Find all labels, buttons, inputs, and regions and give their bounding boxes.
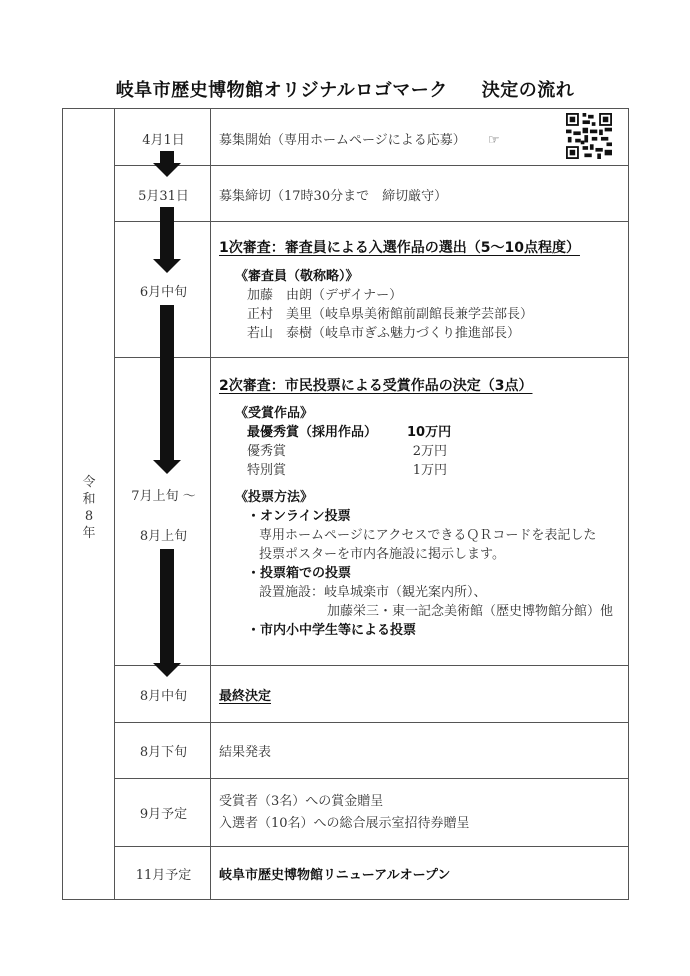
judges-heading: 《審査員（敬称略）》	[235, 269, 359, 284]
year-label	[63, 474, 115, 542]
voting-online-title: ・オンライン投票	[247, 509, 351, 524]
award-presentation	[219, 791, 620, 835]
divider	[115, 722, 628, 723]
voting-box-title: ・投票箱での投票	[247, 566, 352, 581]
year-char: 8	[84, 509, 94, 524]
date-aug-late: 8月下旬	[139, 745, 188, 760]
divider	[115, 221, 628, 222]
first-screening	[219, 239, 620, 343]
pointing-hand-icon: ☞	[487, 133, 500, 148]
voting-heading: 《投票方法》	[235, 490, 314, 505]
date-sept: 9月予定	[139, 807, 188, 822]
divider	[115, 846, 628, 847]
prize-label: 優秀賞	[247, 444, 287, 459]
voting-box-desc: 加藤栄三・東一記念美術館（歴史博物館分館）他	[327, 604, 614, 619]
year-char: 令	[82, 475, 96, 490]
reopening-text: 岐阜市歴史博物館リニューアルオープン	[219, 868, 451, 883]
judge-item: 加藤 由朗（デザイナー）	[247, 288, 403, 303]
date-july-early: 7月上旬 ～	[131, 489, 196, 504]
date-june-mid: 6月中旬	[139, 285, 188, 300]
prize-row	[219, 442, 620, 461]
date-aug-early: 8月上旬	[139, 529, 188, 544]
divider	[115, 665, 628, 666]
voting-school-title: ・市内小中学生等による投票	[247, 623, 417, 638]
date-may31: 5月31日	[138, 189, 189, 204]
prize-amount: 1万円	[412, 463, 447, 478]
voting-online-desc: 専用ホームページにアクセスできるＱＲコードを表記した	[259, 528, 597, 543]
prizes-heading: 《受賞作品》	[235, 406, 314, 421]
title-sub: 決定の流れ	[481, 80, 575, 101]
divider	[210, 109, 211, 899]
divider	[115, 357, 628, 358]
arrow-down-icon	[160, 549, 174, 663]
prize-amount: 2万円	[412, 444, 447, 459]
prize-label: 最優秀賞（採用作品）	[247, 425, 378, 440]
recruit-start-text: 募集開始（専用ホームページによる応募）	[219, 133, 466, 148]
voting-online-desc: 投票ポスターを市内各施設に掲示します。	[259, 547, 505, 562]
schedule-table	[62, 108, 629, 900]
date-apr1: 4月1日	[142, 133, 185, 148]
arrow-down-icon	[160, 207, 174, 259]
judge-item: 正村 美里（岐阜県美術館前副館長兼学芸部長）	[247, 307, 534, 322]
qr-code-icon[interactable]	[566, 113, 612, 159]
year-char: 年	[82, 526, 96, 541]
date-nov: 11月予定	[135, 868, 192, 883]
arrow-down-icon	[160, 151, 174, 163]
recruit-end-text: 募集締切（17時30分まで 締切厳守）	[219, 189, 448, 204]
final-decision-text: 最終決定	[219, 689, 272, 704]
first-screening-heading: 1次審査：審査員による入選作品の選出（5～10点程度）	[219, 240, 580, 256]
second-screening-heading: 2次審査：市民投票による受賞作品の決定（3点）	[219, 378, 533, 394]
date-aug-mid: 8月中旬	[139, 689, 188, 704]
judge-item: 若山 泰樹（岐阜市ぎふ魅力づくり推進部長）	[247, 326, 521, 341]
divider	[115, 778, 628, 779]
prize-row	[219, 461, 620, 480]
page-title	[0, 76, 690, 102]
arrow-down-icon	[160, 305, 174, 460]
divider	[115, 165, 628, 166]
second-screening	[219, 377, 620, 640]
title-main: 岐阜市歴史博物館オリジナルロゴマーク	[115, 80, 448, 101]
row-recruit-start	[219, 129, 620, 148]
results-announcement-text: 結果発表	[219, 745, 272, 760]
voting-box-desc: 設置施設：岐阜城楽市（観光案内所）、	[259, 585, 487, 600]
prize-label: 特別賞	[247, 463, 287, 478]
award-text: 入選者（10名）への総合展示室招待券贈呈	[219, 816, 470, 831]
year-char: 和	[82, 492, 96, 507]
prize-amount: 10万円	[407, 425, 452, 440]
award-text: 受賞者（3名）への賞金贈呈	[219, 794, 384, 809]
prize-row	[219, 423, 620, 442]
